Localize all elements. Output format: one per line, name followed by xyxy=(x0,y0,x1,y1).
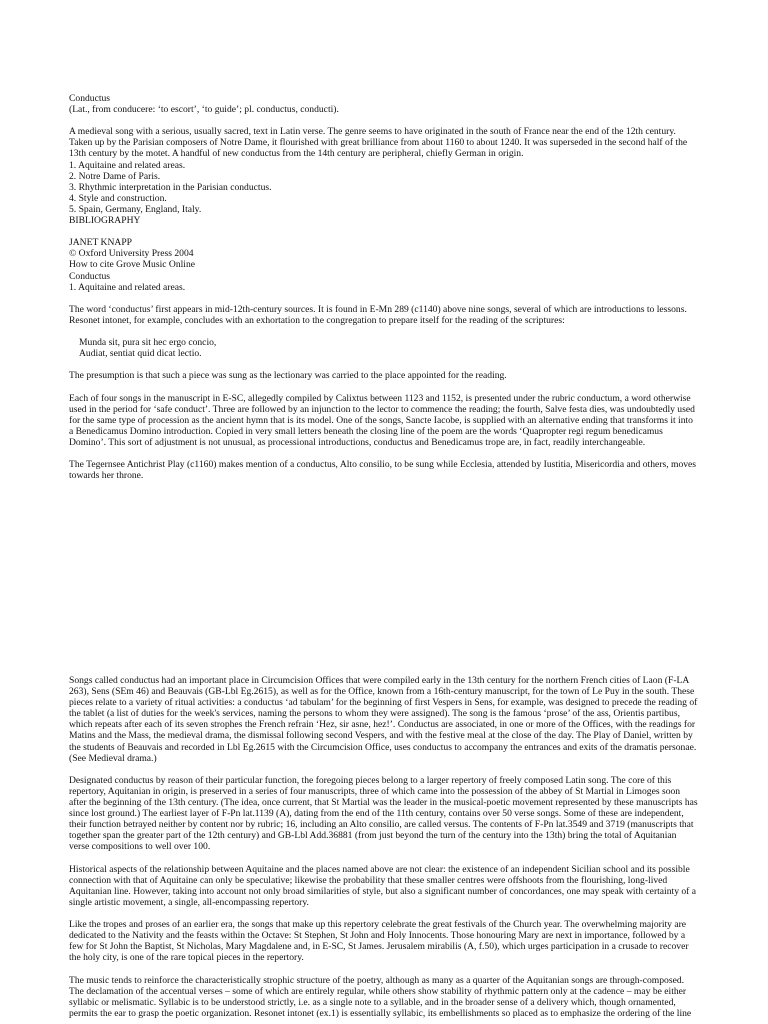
section2-paragraph-2: Designated conductus by reason of their particular function, the foregoing pieces belong to a larger repertory of freely composed Latin song. The core of this repertory, Aquitanian in origin, is preserved in a series of four manuscripts, three of which came into the possession of the abbey of St Martial in Limoges soon after the beginning of the 13th century. (The idea, once current, that St Martial was the leader in the musical-poetic movement represented by these manuscripts has since lost ground.) The earliest layer of F-Pn lat.1139 (A), dating from the end of the 11th century, contains over 50 verse songs. Some of these are independent, their function betrayed neither by content nor by rubric; 16, including an Alto consilio, are called versus. The contents of F-Pn lat.3549 and 3719 (manuscripts that together span the greater part of the 12th century) and GB-Lbl Add.36881 (from just beyond the turn of the century into the 13th) bring the total of Aquitanian verse compositions to well over 100. xyxy=(69,774,698,853)
section2-paragraph-3: Historical aspects of the relationship between Aquitaine and the places named above are not clear: the existence of an independent Sicilian school and its possible connection with that of Aquitaine can only be speculative; likewise the probability that these smaller centres were offshoots from the flourishing, long-lived Aquitanian line. However, taking into account not only broad similarities of style, but also a significant number of concordances, one may speak with certainty of a single artistic movement, a single, all-encompassing repertory. xyxy=(69,863,697,908)
section1-paragraph-4: The Tegernsee Antichrist Play (c1160) makes mention of a conductus, Alto consilio, to be sung while Ecclesia, attended by Iustitia, Misericordia and others, moves towards her throne. xyxy=(69,459,697,482)
toc-item-1[interactable]: 1. Aquitaine and related areas. xyxy=(69,159,186,171)
section1-paragraph-2: The presumption is that such a piece was sung as the lectionary was carried to the place appointed for the reading. xyxy=(69,370,507,382)
entry-etymology: (Lat., from conducere: ‘to escort’, ‘to guide’; pl. conductus, conducti). xyxy=(69,104,339,116)
entry-title: Conductus xyxy=(69,93,111,104)
running-title: Conductus xyxy=(69,270,111,282)
cite-link[interactable]: How to cite Grove Music Online xyxy=(69,259,196,271)
section2-paragraph-5: The music tends to reinforce the characteristically strophic structure of the poetry, although as many as a quarter of the Aquitanian songs are through-composed. The declamation of the accentual verses – some of which are entirely regular, while others show stability of rhythmic pattern only at the cadence – may be either syllabic or melismatic. Syllabic is to be understood strictly, i.e. as a single note to a syllable, and in the broader sense of a delivery which, though ornamented, permits the ear to grasp the poetic organization. Resonet intonet (ex.1) is essentially syllabic, its embellishments so placed as to emphasize the ordering of the line xyxy=(69,974,692,1019)
section-heading: 1. Aquitaine and related areas. xyxy=(69,281,186,293)
section2-paragraph-1: Songs called conductus had an important place in Circumcision Offices that were compiled early in the 13th century for the northern French cities of Laon (F-LA 263), Sens (SEm 46) and Beauvais (GB-Lbl Eg.2615), as well as for the Office, known from a 16th-century manuscript, for the town of Le Puy in the south. These pieces relate to a variety of ritual activities: a conductus ‘ad tabulam’ for the beginning of first Vespers in Sens, for example, was designed to precede the reading of the tablet (a list of duties for the week's services, naming the persons to whom they were assigned). The song is the famous ‘prose’ of the ass, Orientis partibus, which repeats after each of its seven strophes the French refrain ‘Hez, sir asne, hez!’. Conductus are associated, in one or more of the Offices, with the readings for Matins and the Mass, the medieval drama, the dismissal following second Vespers, and with the festive meal at the close of the day. The Play of Daniel, written by the students of Beauvais and recorded in Lbl Eg.2615 with the Circumcision Office, uses conductus to accompany the entrances and exits of the dramatis personae. (See Medieval drama.) xyxy=(69,675,698,764)
intro-paragraph: A medieval song with a serious, usually sacred, text in Latin verse. The genre seems to have originated in the south of France near the end of the 12th century. Taken up by the Parisian composers of Notre Dame, it flourished with great brilliance from about 1160 to about 1240. It was superseded in the second half of the 13th century by the motet. A handful of new conductus from the 14th century are peripheral, chiefly German in origin. xyxy=(69,126,688,160)
toc-item-bibliography[interactable]: BIBLIOGRAPHY xyxy=(69,215,141,227)
toc-item-5[interactable]: 5. Spain, Germany, England, Italy. xyxy=(69,203,202,215)
section2-paragraph-4: Like the tropes and proses of an earlier era, the songs that make up this repertory celebrate the great festivals of the Church year. The overwhelming majority are dedicated to the Nativity and the feasts within the Octave: St Stephen, St John and Holy Innocents. Those honouring Mary are next in importance, followed by a few for St John the Baptist, St Nicholas, Mary Magdalene and, in E-SC, St James. Jerusalem mirabilis (A, f.50), which urges participation in a crusade to recover the holy city, is one of the rare topical pieces in the repertory. xyxy=(69,919,689,964)
verse-line-1: Munda sit, pura sit hec ergo concio, xyxy=(79,337,217,349)
toc-item-3[interactable]: 3. Rhythmic interpretation in the Parisian conductus. xyxy=(69,181,272,193)
verse-line-2: Audiat, sentiat quid dicat lectio. xyxy=(79,348,202,360)
copyright-notice: © Oxford University Press 2004 xyxy=(69,248,194,260)
document-body-continued xyxy=(69,675,699,1019)
toc-item-4[interactable]: 4. Style and construction. xyxy=(69,192,167,204)
document-body xyxy=(69,93,699,481)
section1-paragraph-3: Each of four songs in the manuscript in E-SC, allegedly compiled by Calixtus between 1123 and 1152, is presented under the rubric conductum, a word otherwise used in the period for ‘safe conduct’. Three are followed by an injunction to the lector to commence the reading; the fourth, Salve festa dies, was undoubtedly used for the same type of procession as the ancient hymn that is its model. One of the songs, Sancte Iacobe, is supplied with an alternative ending that transforms it into a Benedicamus Domino introduction. Copied in very small letters beneath the closing line of the poem are the words ‘Quapropter regi regum benedicamus Domino’. This sort of adjustment is not unusual, as processional introductions, conductus and Benedicamus trope are, in fact, readily interchangeable. xyxy=(69,392,695,448)
toc-item-2[interactable]: 2. Notre Dame of Paris. xyxy=(69,170,161,182)
section1-paragraph-1: The word ‘conductus’ first appears in mid-12th-century sources. It is found in E-Mn 289 (c1140) above nine songs, several of which are introductions to lessons. Resonet intonet, for example, concludes with an exhortation to the congregation to prepare itself for the reading of the scriptures: xyxy=(69,303,687,326)
author-name: JANET KNAPP xyxy=(69,237,132,249)
